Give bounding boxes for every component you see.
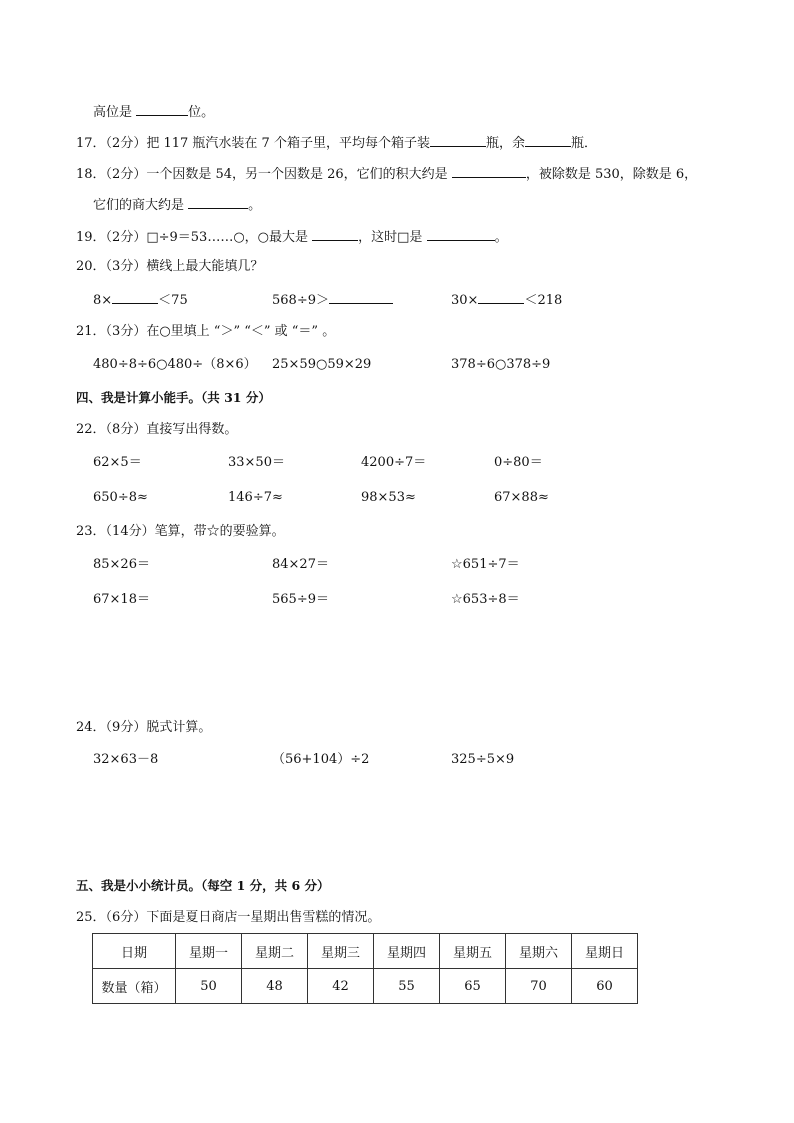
q20-blank-3[interactable] (478, 290, 524, 304)
q16-blank[interactable] (136, 102, 188, 116)
q18-text-3: 它们的商大约是 (93, 198, 189, 213)
q17-score: （2分） (105, 136, 147, 151)
section-5-heading: 五、我是小小统计员。（每空 1 分，共 6 分） (76, 878, 330, 893)
q20-number: 20． (76, 259, 106, 274)
q24-score: （9分） (105, 720, 147, 735)
q20-item-3-pre: 30× (451, 293, 479, 308)
q24-item-1: 32×63－8 (93, 752, 159, 767)
q18-score: （2分） (105, 167, 147, 182)
q19-blank-2[interactable] (427, 227, 495, 241)
q21-item-3: 378÷6○378÷9 (451, 357, 551, 372)
q20-blank-1[interactable] (112, 290, 158, 304)
q25-score: （6分） (105, 910, 147, 925)
q23-r1-c2: 84×27＝ (272, 557, 329, 572)
q22-r2-c2: 146÷7≈ (228, 490, 283, 505)
q23-r2-c2: 565÷9＝ (272, 592, 329, 607)
q17-number: 17． (76, 136, 106, 151)
table-header-row (93, 934, 638, 969)
q23-r1-c1: 85×26＝ (93, 557, 150, 572)
q22-number: 22． (76, 422, 106, 437)
q24-number: 24． (76, 720, 106, 735)
table-header-cell: 星期六 (506, 934, 572, 969)
table-cell: 数量（箱） (93, 969, 176, 1004)
table-cell: 70 (506, 969, 572, 1004)
question-19 (76, 227, 508, 247)
q20-blank-2[interactable] (329, 290, 393, 304)
q22-r1-c4: 0÷80＝ (494, 455, 543, 470)
table-cell: 48 (242, 969, 308, 1004)
q20-item-1-pre: 8× (93, 293, 113, 308)
q20-item-2 (272, 290, 393, 310)
q23-text: 笔算，带☆的要验算。 (154, 524, 285, 539)
table-header-cell: 星期日 (572, 934, 638, 969)
q20-item-1-post: ＜75 (158, 293, 188, 308)
table-cell: 60 (572, 969, 638, 1004)
q17-text-2: 瓶，余 (485, 136, 525, 151)
q18-text-4: 。 (248, 198, 262, 213)
q23-r1-c3: ☆651÷7＝ (451, 557, 520, 572)
q22-r2-c3: 98×53≈ (361, 490, 416, 505)
q21-item-1: 480÷8÷6○480÷（8×6） (93, 357, 257, 372)
q21-item-2: 25×59○59×29 (272, 357, 372, 372)
q17-blank-2[interactable] (525, 133, 571, 147)
table-cell: 65 (440, 969, 506, 1004)
question-23 (76, 523, 285, 541)
q22-r2-c4: 67×88≈ (494, 490, 549, 505)
q23-r2-c3: ☆653÷8＝ (451, 592, 520, 607)
q20-score: （3分） (105, 259, 147, 274)
q16-tail (93, 102, 214, 122)
table-header-cell: 星期三 (308, 934, 374, 969)
q20-item-3 (451, 290, 562, 310)
table-header-cell: 星期一 (176, 934, 242, 969)
question-25 (76, 909, 380, 927)
table-cell: 50 (176, 969, 242, 1004)
q22-r2-c1: 650÷8≈ (93, 490, 148, 505)
table-header-cell: 星期五 (440, 934, 506, 969)
q22-r1-c3: 4200÷7＝ (361, 455, 427, 470)
q22-text: 直接写出得数。 (146, 422, 238, 437)
q24-item-2: （56+104）÷2 (272, 752, 370, 767)
q22-r1-c2: 33×50＝ (228, 455, 285, 470)
q25-text: 下面是夏日商店一星期出售雪糕的情况。 (146, 910, 381, 925)
q20-item-2-pre: 568÷9＞ (272, 293, 329, 308)
q19-score: （2分） (105, 230, 147, 245)
q18-blank-1[interactable] (452, 164, 526, 178)
q23-r2-c1: 67×18＝ (93, 592, 150, 607)
q17-blank-1[interactable] (430, 133, 486, 147)
q20-item-1 (93, 290, 188, 310)
q19-blank-1[interactable] (312, 227, 358, 241)
q20-item-3-post: ＜218 (524, 293, 563, 308)
question-22 (76, 421, 237, 439)
question-18-cont (93, 195, 261, 215)
q16-tail-text: 高位是 (93, 105, 137, 120)
q23-number: 23． (76, 524, 106, 539)
q18-number: 18． (76, 167, 106, 182)
q24-item-3: 325÷5×9 (451, 752, 515, 767)
q17-text: 把 117 瓶汽水装在 7 个箱子里，平均每个箱子装 (146, 136, 430, 151)
q19-text: □÷9＝53……○，○最大是 (146, 230, 313, 245)
table-cell: 42 (308, 969, 374, 1004)
q18-text: 一个因数是 54，另一个因数是 26，它们的积大约是 (146, 167, 452, 182)
question-24 (76, 719, 211, 737)
sales-table (92, 933, 638, 1004)
table-header-cell: 星期四 (374, 934, 440, 969)
table-header-cell: 日期 (93, 934, 176, 969)
q21-text: 在○里填上 “＞” “＜” 或 “＝” 。 (146, 324, 336, 339)
q19-text-2: ，这时□是 (358, 230, 427, 245)
q18-text-2: ，被除数是 530，除数是 6， (525, 167, 698, 182)
q23-score: （14分） (105, 524, 155, 539)
question-17 (76, 133, 597, 153)
q20-text: 横线上最大能填几？ (146, 259, 264, 274)
q21-score: （3分） (105, 324, 147, 339)
question-20 (76, 258, 263, 276)
q17-text-3: 瓶． (570, 136, 597, 151)
question-18 (76, 164, 697, 184)
q19-number: 19． (76, 230, 106, 245)
q22-r1-c1: 62×5＝ (93, 455, 142, 470)
table-row (93, 969, 638, 1004)
q18-blank-2[interactable] (188, 195, 248, 209)
section-4-heading: 四、我是计算小能手。（共 31 分） (76, 390, 271, 405)
q24-text: 脱式计算。 (146, 720, 212, 735)
q21-number: 21． (76, 324, 106, 339)
q25-number: 25． (76, 910, 106, 925)
question-21 (76, 323, 335, 341)
table-cell: 55 (374, 969, 440, 1004)
q16-tail-suffix: 位。 (188, 105, 215, 120)
q19-text-3: 。 (494, 230, 508, 245)
table-header-cell: 星期二 (242, 934, 308, 969)
q22-score: （8分） (105, 422, 147, 437)
